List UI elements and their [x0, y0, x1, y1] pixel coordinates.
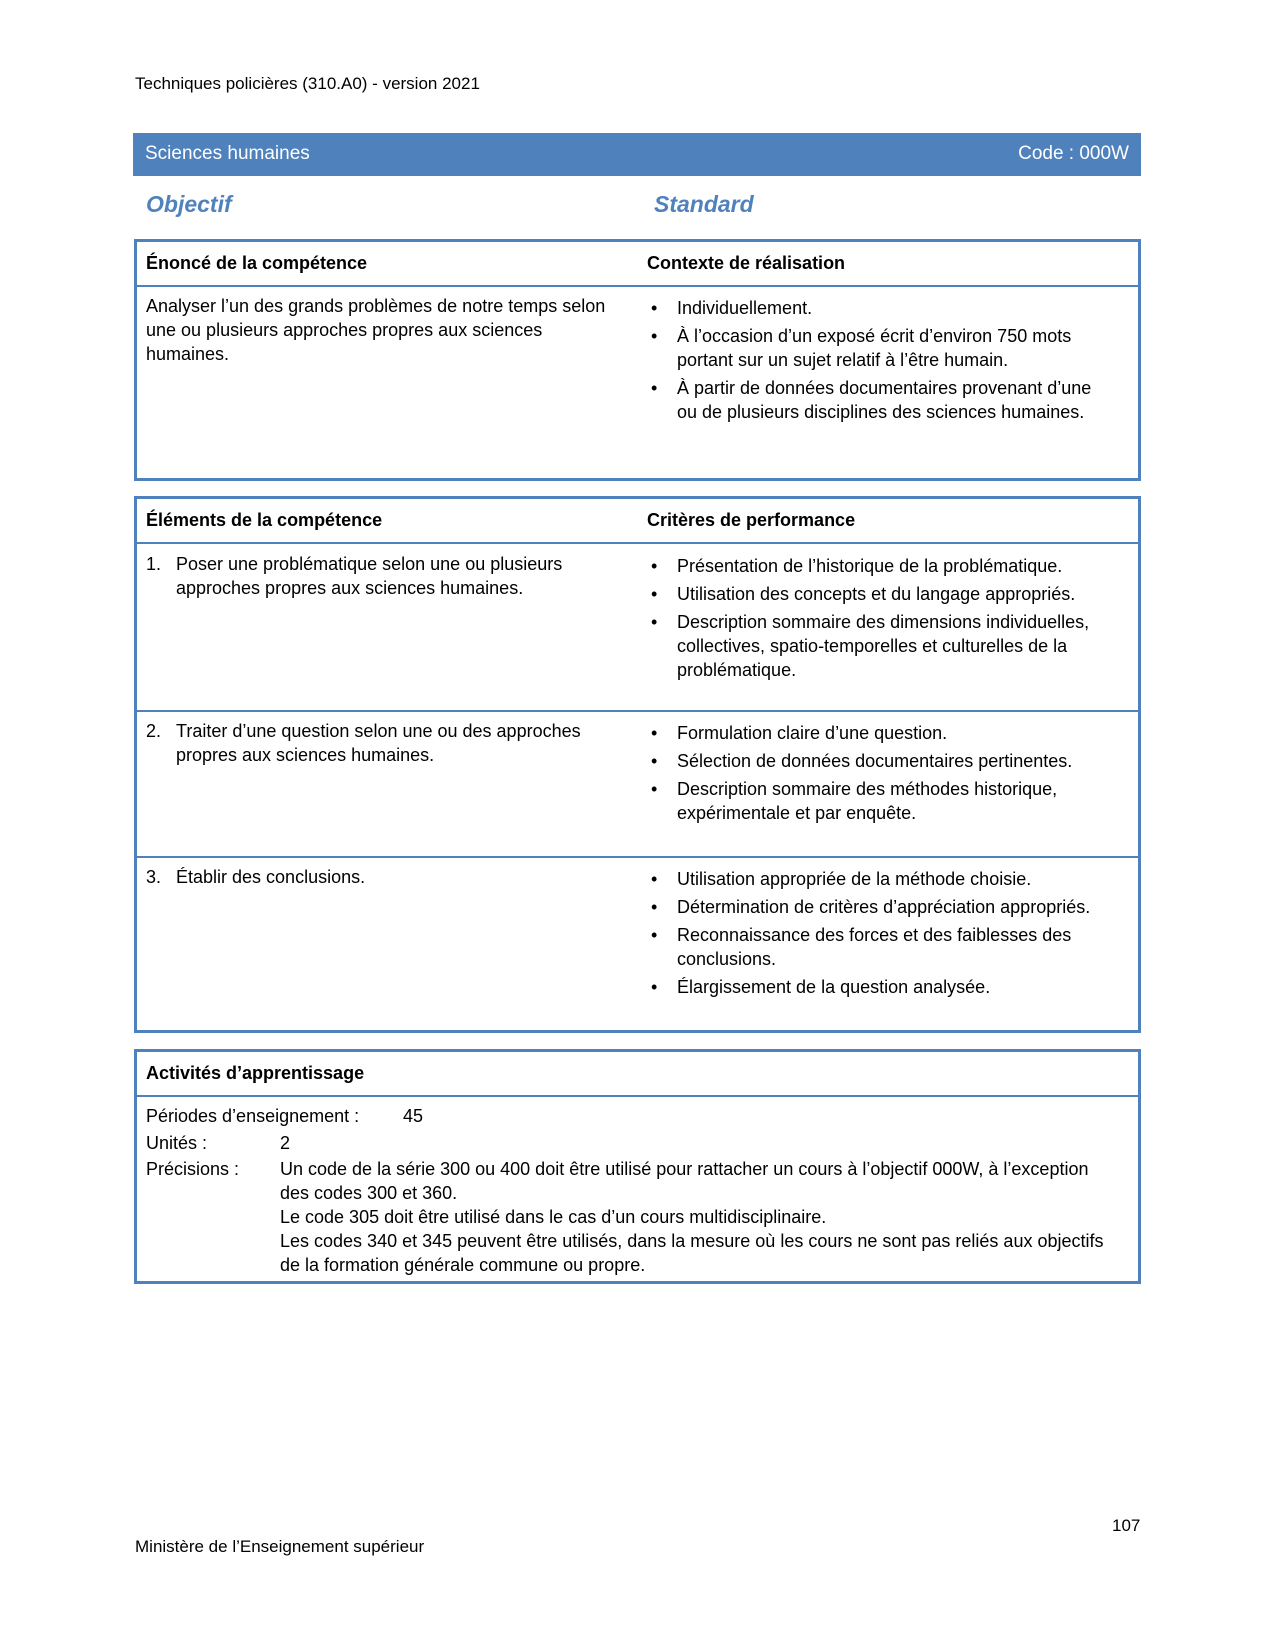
activities-header [137, 1052, 1138, 1097]
units-value: 2 [280, 1133, 291, 1153]
precision-paragraph: Les codes 340 et 345 peuvent être utilisés, dans la mesure où les cours ne sont pas reliés aux objectifs de la formation générale commune ou propre. [280, 1231, 1104, 1275]
element-number: 3. [146, 867, 162, 887]
competency-statement: Analyser l’un des grands problèmes de notre temps selon une ou plusieurs approches propres aux sciences humaines. [146, 296, 606, 364]
objective-label: Objectif [146, 191, 232, 217]
learning-activities [134, 1049, 1141, 1284]
precision-paragraph: Un code de la série 300 ou 400 doit être utilisé pour rattacher un cours à l’objectif 000W, à l’exception des codes 300 et 360. [280, 1159, 1089, 1203]
list-item: • À partir de données documentaires provenant d’une ou de plusieurs disciplines des sciences humaines. [647, 376, 1107, 424]
table-row [137, 710, 1138, 857]
list-item: • Individuellement. [647, 296, 1107, 320]
standard-label: Standard [654, 191, 754, 217]
competency-header [137, 242, 1138, 287]
criteria-list [647, 867, 1107, 1003]
precision-paragraph: Le code 305 doit être utilisé dans le cas d’un cours multidisciplinaire. [280, 1207, 827, 1227]
elements-header [137, 499, 1138, 544]
course-banner [133, 133, 1141, 176]
element-text: Traiter d’une question selon une ou des approches propres aux sciences humaines. [176, 721, 581, 765]
competency-table [134, 239, 1141, 481]
list-item: • Détermination de critères d’appréciation appropriés. [647, 895, 1107, 919]
table-row [137, 856, 1138, 1028]
precisions-label: Précisions : [146, 1159, 240, 1179]
context-heading: Contexte de réalisation [647, 253, 846, 273]
list-item: • Description sommaire des méthodes historique, expérimentale et par enquête. [647, 777, 1107, 825]
list-item: • Sélection de données documentaires pertinentes. [647, 749, 1107, 773]
document-header: Techniques policières (310.A0) - version 2021 [135, 74, 480, 93]
list-item: • Présentation de l’historique de la problématique. [647, 554, 1107, 578]
precisions-text [280, 1157, 1120, 1277]
criteria-list [647, 554, 1107, 686]
periods-value: 45 [403, 1106, 424, 1126]
list-item: • Reconnaissance des forces et des faiblesses des conclusions. [647, 923, 1107, 971]
elements-table [134, 496, 1141, 1033]
element-text: Établir des conclusions. [176, 867, 366, 887]
table-row [137, 542, 1138, 707]
element-text: Poser une problématique selon une ou plusieurs approches propres aux sciences humaines. [176, 554, 563, 598]
course-code: Code : 000W [1018, 143, 1129, 164]
criteria-heading: Critères de performance [647, 510, 856, 530]
page-number: 107 [1112, 1516, 1141, 1535]
criteria-list [647, 721, 1107, 829]
footer-ministry: Ministère de l’Enseignement supérieur [135, 1537, 425, 1556]
elements-heading: Éléments de la compétence [146, 510, 383, 530]
element-item [146, 552, 646, 600]
statement-heading: Énoncé de la compétence [146, 253, 368, 273]
course-title: Sciences humaines [145, 143, 310, 164]
activities-heading: Activités d’apprentissage [146, 1063, 365, 1083]
list-item: • Élargissement de la question analysée. [647, 975, 1107, 999]
list-item: • Description sommaire des dimensions individuelles, collectives, spatio-temporelles et culturelles de la problématique. [647, 610, 1107, 682]
list-item: • Utilisation des concepts et du langage appropriés. [647, 582, 1107, 606]
element-item [146, 865, 646, 889]
element-item [146, 719, 646, 767]
list-item: • Formulation claire d’une question. [647, 721, 1107, 745]
element-number: 1. [146, 554, 162, 574]
context-list [647, 296, 1107, 428]
list-item: • À l’occasion d’un exposé écrit d’environ 750 mots portant sur un sujet relatif à l’être humain. [647, 324, 1107, 372]
units-label: Unités : [146, 1133, 208, 1153]
element-number: 2. [146, 721, 162, 741]
periods-label: Périodes d’enseignement : [146, 1106, 360, 1126]
list-item: • Utilisation appropriée de la méthode choisie. [647, 867, 1107, 891]
